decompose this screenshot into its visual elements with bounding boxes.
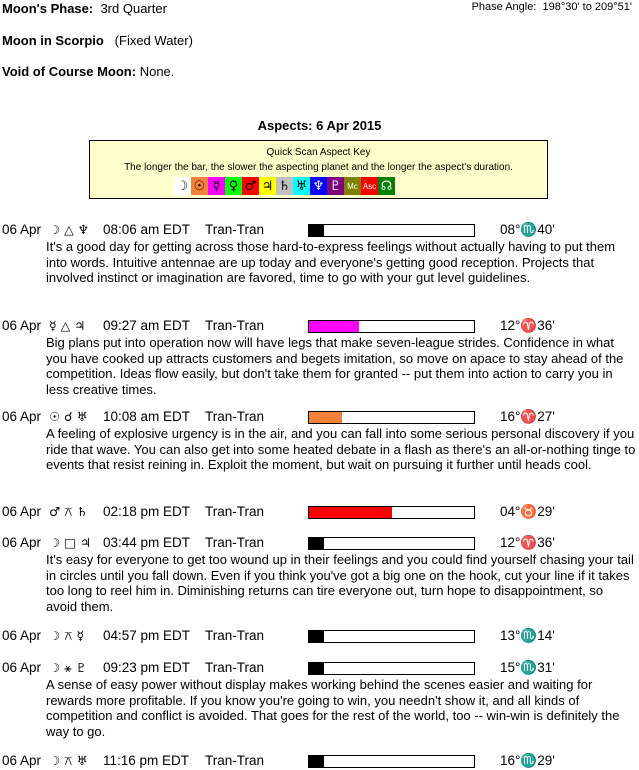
sun-icon: ☉	[191, 177, 208, 195]
entry-date: 06 Apr	[2, 409, 42, 424]
entry-type: Tran-Tran	[205, 753, 265, 768]
entry-date: 06 Apr	[2, 628, 42, 643]
entry-type: Tran-Tran	[205, 504, 265, 519]
void-value: None.	[139, 64, 175, 79]
entry-time: 09:27 am EDT	[103, 318, 191, 333]
entry-position: 12°♈36'	[500, 318, 555, 333]
aspect-glyphs: ☽ □ ♃	[49, 535, 92, 550]
moon-sign-label: Moon in Scorpio	[2, 33, 104, 48]
phase-angle	[472, 1, 632, 13]
entry-type: Tran-Tran	[205, 628, 265, 643]
entry-position: 04°♉29'	[500, 504, 555, 519]
moon-icon: ☽	[174, 177, 191, 195]
aspect-glyphs: ☽ ⚻ ☿	[49, 628, 85, 643]
entry-position: 08°♏40'	[500, 222, 555, 237]
duration-bar	[308, 755, 475, 768]
entry-time: 03:44 pm EDT	[103, 535, 191, 550]
aspect-glyphs: ♂ ⚻ ♄	[49, 504, 88, 519]
duration-bar	[308, 630, 475, 643]
duration-bar-fill	[309, 507, 392, 518]
duration-bar-fill	[309, 756, 324, 767]
moon-sign-detail: (Fixed Water)	[114, 33, 193, 48]
entry-time: 09:23 pm EDT	[103, 660, 191, 675]
duration-bar	[308, 662, 475, 675]
aspect-glyphs: ☽ △ ♆	[49, 222, 89, 237]
entry-time: 08:06 am EDT	[103, 222, 191, 237]
saturn-icon: ♄	[276, 177, 293, 195]
venus-icon: ♀	[225, 177, 242, 195]
void-of-course	[2, 64, 174, 79]
moon-phase	[2, 1, 167, 16]
entry-date: 06 Apr	[2, 535, 42, 550]
duration-bar	[308, 224, 475, 237]
aspect-glyphs: ☉ ☌ ♅	[49, 409, 88, 424]
entry-time: 10:08 am EDT	[103, 409, 191, 424]
duration-bar	[308, 411, 475, 424]
duration-bar	[308, 537, 475, 550]
node-icon: ☊	[378, 177, 395, 195]
aspect-glyphs: ☿ △ ♃	[49, 318, 86, 333]
duration-bar	[308, 320, 475, 333]
aspect-description: A feeling of explosive urgency is in the air, and you can fall into some serious personal discovery if you ride that wave. You can also get into some heated debate in a flash as there's an all-or-nothing tinge to events that resist reining in. Exploit the moment, but wait on pursuing it further until heads cool.	[46, 426, 636, 472]
duration-bar-fill	[309, 321, 359, 332]
entry-time: 02:18 pm EDT	[103, 504, 191, 519]
entry-position: 16°♏29'	[500, 753, 555, 768]
aspect-description: A sense of easy power without display makes working behind the scenes easier and waiting for rewards more profitable. If you know you're going to win, you needn't show it, and all kinds of competition and conflict is avoided. That goes for the rest of the world, too -- win-win is definitely the way to go.	[46, 677, 620, 739]
phase-angle-value: 198°30' to 209°51'	[542, 1, 632, 13]
pluto-icon: ♇	[327, 177, 344, 195]
aspect-description: It's easy for everyone to get too wound up in their feelings and you could find yourself chasing your tail in circles until you fall down. Even if you think you've got a big one on the hook, cut your line if it takes too long to reel him in. Diminishing returns can tire everyone out, turn hope to disappointment, so avoid them.	[46, 552, 634, 614]
entry-type: Tran-Tran	[205, 535, 265, 550]
entry-position: 15°♏31'	[500, 660, 555, 675]
aspects-title: Aspects: 6 Apr 2015	[257, 118, 382, 133]
key-title: Quick Scan Aspect Key	[266, 147, 371, 158]
entry-position: 12°♈36'	[500, 535, 555, 550]
aspect-description: It's a good day for getting across those hard-to-express feelings without actually having to put them into words. Intuitive antennae are up today and everyone's getting good reception. Projects that involved instinct or imagination are favored, time to go with your gut level guidelines.	[46, 239, 616, 285]
entry-time: 11:16 pm EDT	[103, 753, 190, 768]
duration-bar-fill	[309, 225, 324, 236]
entry-date: 06 Apr	[2, 753, 42, 768]
duration-bar-fill	[309, 663, 324, 674]
key-description: The longer the bar, the slower the aspecting planet and the longer the aspect's duration.	[124, 162, 513, 173]
duration-bar-fill	[309, 538, 324, 549]
aspect-key-box	[89, 140, 548, 199]
entry-position: 13°♏14'	[500, 628, 555, 643]
duration-bar-fill	[309, 412, 342, 423]
entry-type: Tran-Tran	[205, 318, 265, 333]
duration-bar-fill	[309, 631, 324, 642]
entry-date: 06 Apr	[2, 222, 42, 237]
entry-type: Tran-Tran	[205, 660, 265, 675]
entry-position: 16°♈27'	[500, 409, 555, 424]
aspect-glyphs: ☽ ⚹ ♇	[49, 660, 87, 675]
neptune-icon: ♆	[310, 177, 327, 195]
phase-angle-label: Phase Angle:	[471, 1, 537, 13]
ascendant-icon: Asc	[361, 177, 378, 195]
midheaven-icon: Mc	[344, 177, 361, 195]
entry-type: Tran-Tran	[205, 222, 265, 237]
void-label: Void of Course Moon:	[2, 64, 137, 79]
duration-bar	[308, 506, 475, 519]
entry-date: 06 Apr	[2, 504, 42, 519]
uranus-icon: ♅	[293, 177, 310, 195]
mercury-icon: ☿	[208, 177, 225, 195]
key-color-strip	[174, 177, 395, 195]
entry-type: Tran-Tran	[205, 409, 265, 424]
entry-date: 06 Apr	[2, 318, 42, 333]
aspect-glyphs: ☽ ⚻ ♅	[49, 753, 88, 768]
entry-date: 06 Apr	[2, 660, 42, 675]
mars-icon: ♂	[242, 177, 259, 195]
moon-sign	[2, 33, 193, 48]
moon-phase-value: 3rd Quarter	[100, 1, 167, 16]
entry-time: 04:57 pm EDT	[103, 628, 191, 643]
moon-phase-label: Moon's Phase:	[2, 1, 94, 16]
jupiter-icon: ♃	[259, 177, 276, 195]
aspect-description: Big plans put into operation now will have legs that make seven-league strides. Confidence in what you have cooked up attracts customers and begets imitation, so move on apace to stay ahead of the competition. Ideas flow easily, but don't take them for granted -- put them into action to carry you in less creative times.	[46, 335, 624, 397]
